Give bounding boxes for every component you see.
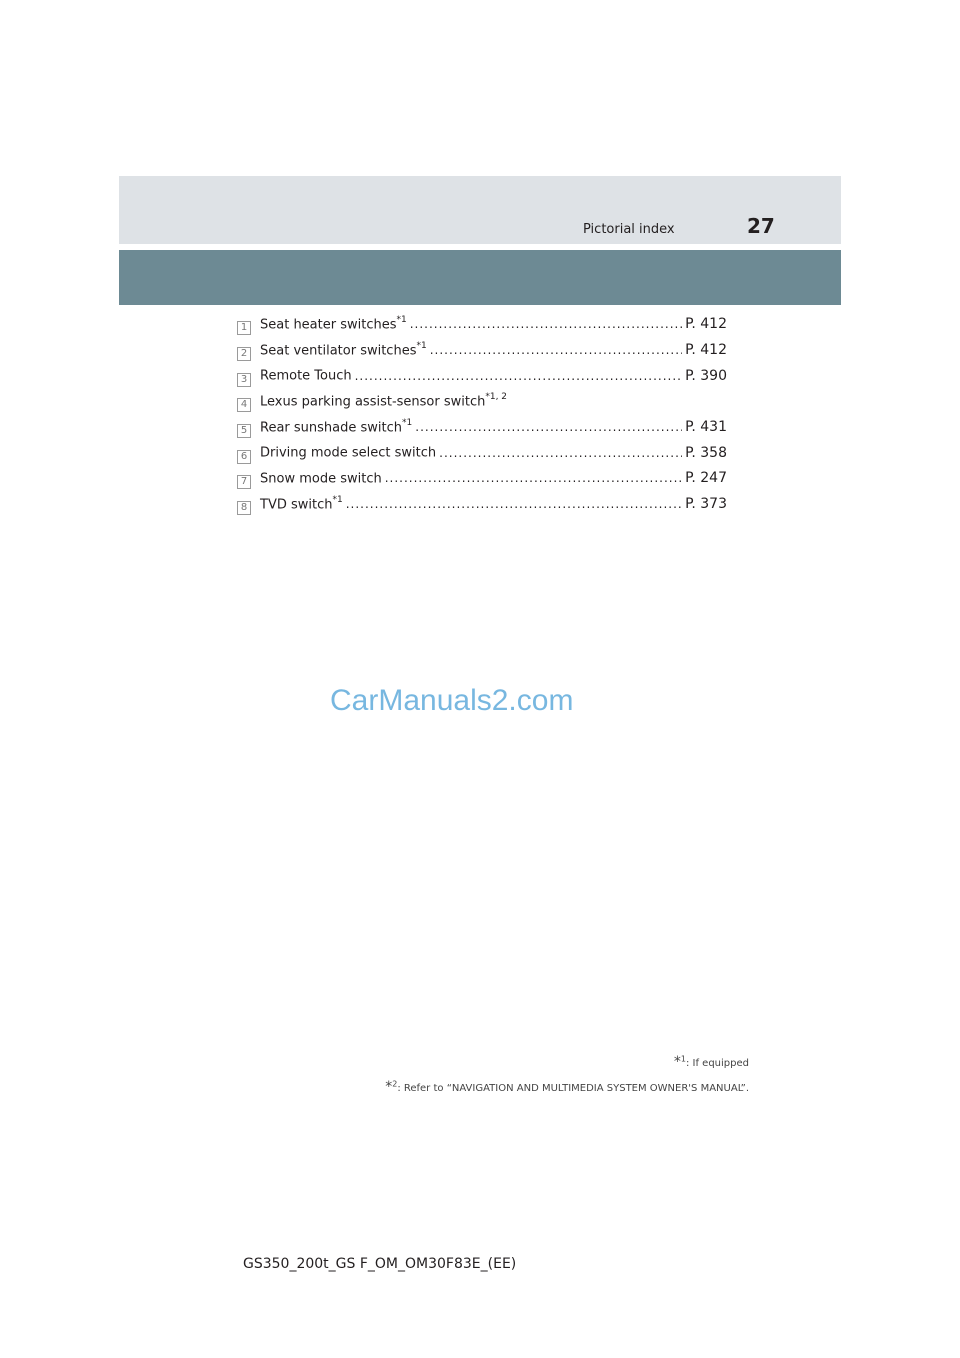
header-band <box>119 250 841 305</box>
page-reference[interactable]: P. 431 <box>685 419 727 436</box>
footnote: *$^2$: Refer to “NAVIGATION AND MULTIMEDIA SYSTEM OWNER'S MANUAL”. <box>385 1079 749 1095</box>
item-note: *1 <box>332 494 343 505</box>
item-number-badge: 8 <box>237 501 251 515</box>
item-label: Rear sunshade switch$^{*1}$ <box>260 417 413 436</box>
dot-leader <box>415 420 682 434</box>
page-number: 27 <box>747 214 775 238</box>
index-item <box>237 393 727 419</box>
index-item <box>237 316 727 342</box>
index-item <box>237 367 727 393</box>
index-item <box>237 444 727 470</box>
index-item <box>237 496 727 522</box>
page-reference[interactable]: P. 373 <box>685 496 727 513</box>
item-number-badge: 5 <box>237 424 251 438</box>
page-reference[interactable]: P. 358 <box>685 444 727 461</box>
section-title: Pictorial index <box>583 222 675 237</box>
item-label: Driving mode select switch <box>260 445 437 461</box>
page-reference[interactable]: P. 412 <box>685 342 727 359</box>
index-item <box>237 342 727 368</box>
item-note: *1, 2 <box>485 392 508 403</box>
dot-leader <box>430 343 682 357</box>
item-label: Remote Touch <box>260 368 352 384</box>
index-item <box>237 470 727 496</box>
item-number-badge: 6 <box>237 450 251 464</box>
page-reference[interactable]: P. 247 <box>685 470 727 487</box>
page-reference[interactable]: P. 390 <box>685 367 727 384</box>
header-top-bar <box>119 176 841 244</box>
dot-leader <box>346 497 682 511</box>
watermark-logo: CarManuals2.com <box>330 684 574 717</box>
document-code: GS350_200t_GS F_OM_OM30F83E_(EE) <box>243 1256 517 1272</box>
item-number-badge: 7 <box>237 475 251 489</box>
page-reference[interactable]: P. 412 <box>685 316 727 333</box>
item-label: TVD switch$^{*1}$ <box>260 494 343 513</box>
index-list <box>237 316 727 522</box>
item-number-badge: 3 <box>237 373 251 387</box>
item-note: *1 <box>416 340 427 351</box>
item-label: Seat heater switches$^{*1}$ <box>260 315 407 333</box>
dot-leader <box>410 317 682 331</box>
item-label: Snow mode switch <box>260 471 382 487</box>
dot-leader <box>355 369 683 383</box>
dot-leader <box>439 446 682 460</box>
item-number-badge: 2 <box>237 347 251 361</box>
item-label: Lexus parking assist-sensor switch$^{*1, 2}$ <box>260 392 508 410</box>
item-label: Seat ventilator switches$^{*1}$ <box>260 340 427 359</box>
item-number-badge: 1 <box>237 321 251 335</box>
item-number-badge: 4 <box>237 398 251 412</box>
item-note: *1 <box>396 315 407 325</box>
dot-leader <box>385 471 682 485</box>
footnote: *$^1$: If equipped <box>673 1054 749 1070</box>
item-note: *1 <box>402 417 413 428</box>
index-item <box>237 419 727 445</box>
